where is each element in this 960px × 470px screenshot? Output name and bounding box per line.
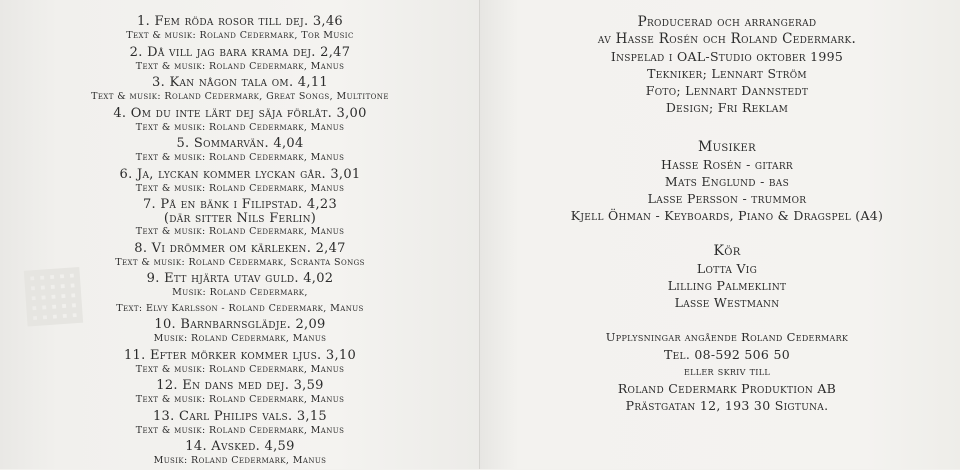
production-line: Tekniker; Lennart Ström	[647, 66, 807, 81]
track-title: 10. Barnbarnsglädje. 2,09	[154, 317, 326, 332]
tracklist	[12, 14, 468, 470]
production-details	[494, 48, 960, 116]
musiker-line: Hasse Rosén - gitarr	[661, 157, 793, 172]
track-item	[12, 106, 468, 136]
track-item	[12, 167, 468, 197]
track-title: 13. Carl Philips vals. 3,15	[152, 408, 327, 424]
track-credit: Text & musik: Roland Cedermark, Scranta Songs	[115, 256, 365, 268]
contact-line: Upplysningar angående Roland Cedermark	[605, 330, 849, 344]
contact-company: Roland Cedermark Produktion AB	[617, 381, 837, 396]
musiker-line: Lasse Persson - trummor	[647, 191, 807, 206]
track-title: 8. Vi drömmer om kärleken. 2,47	[134, 240, 346, 256]
track-item	[12, 317, 468, 347]
track-title: 14. Avsked. 4,59	[185, 439, 295, 454]
track-credit: Musik: Roland Cedermark,	[172, 287, 308, 298]
production-heading-line: Producerad och arrangerad	[637, 14, 817, 30]
contact-section	[494, 329, 960, 414]
track-item	[12, 14, 468, 44]
track-item	[12, 136, 468, 166]
track-credit: Text & musik: Roland Cedermark, Manus	[135, 394, 345, 405]
track-credit: Text & musik: Roland Cedermark, Manus	[135, 363, 345, 375]
track-credit: Text: Elvy Karlsson - Roland Cedermark, Manus	[116, 302, 364, 314]
track-credit: Text & musik: Roland Cedermark, Manus	[135, 226, 345, 237]
track-credit: Text & musik: Roland Cedermark, Manus	[135, 152, 345, 163]
left-page	[0, 0, 480, 469]
track-title: 2. Då vill jag bara krama dej. 2,47	[129, 44, 351, 60]
track-title: 5. Sommarvän. 4,04	[176, 136, 304, 151]
musiker-line: Mats Englund - bas	[664, 174, 790, 189]
track-credit: Text & musik: Roland Cedermark, Great Songs, Multitone	[91, 91, 389, 102]
track-title: 1. Fem röda rosor till dej. 3,46	[137, 14, 343, 29]
track-credit: Text & musik: Roland Cedermark, Tor Music	[126, 30, 354, 41]
track-credit: Musik: Roland Cedermark, Manus	[153, 333, 327, 344]
right-page	[480, 0, 960, 469]
track-title: 4. Om du inte lärt dej säja förlåt. 3,00	[113, 105, 367, 121]
kor-line: Lasse Westmann	[674, 295, 780, 310]
track-title: 11. Efter mörker kommer ljus. 3,10	[123, 347, 357, 363]
track-item	[12, 45, 468, 75]
track-title: 6. Ja, lyckan kommer lyckan går. 3,01	[119, 166, 361, 182]
kor-line: Lilling Palmeklint	[667, 278, 787, 293]
musiker-line: Kjell Öhman - Keyboards, Piano & Dragspel (A4)	[570, 208, 884, 223]
track-item	[12, 439, 468, 469]
track-subtitle: (där sitter Nils Ferlin)	[163, 211, 317, 226]
background-watermark: ▦	[17, 249, 89, 333]
musiker-title: Musiker	[698, 139, 756, 155]
track-credit: Text & musik: Roland Cedermark, Manus	[135, 121, 345, 133]
track-credit: Musik: Roland Cedermark, Manus	[153, 455, 327, 466]
track-item	[12, 75, 468, 105]
contact-phone: Tel. 08-592 506 50	[664, 347, 790, 362]
track-title: 12. En dans med dej. 3,59	[156, 378, 324, 393]
track-title: 9. Ett hjärta utav guld. 4,02	[146, 271, 334, 286]
track-item	[12, 348, 468, 378]
track-credit: Text & musik: Roland Cedermark, Manus	[135, 60, 345, 72]
musiker-section	[494, 138, 960, 224]
production-line: Inspelad i OAL-Studio oktober 1995	[610, 49, 844, 64]
production-heading	[494, 14, 960, 48]
track-title: 3. Kan någon tala om. 4,11	[152, 75, 328, 90]
track-item	[12, 409, 468, 439]
track-item	[12, 271, 468, 316]
track-title: 7. På en bänk i Filipstad. 4,23	[142, 197, 338, 212]
track-item	[12, 378, 468, 408]
production-line: Design; Fri Reklam	[665, 100, 789, 115]
kor-line: Lotta Vig	[696, 261, 758, 276]
track-item	[12, 241, 468, 271]
kor-title: Kör	[713, 243, 741, 259]
credits-column	[494, 14, 960, 414]
track-item	[12, 197, 468, 240]
track-credit: Text & musik: Roland Cedermark, Manus	[135, 182, 345, 194]
contact-address: Prästgatan 12, 193 30 Sigtuna.	[625, 398, 829, 413]
production-line: Foto; Lennart Dannstedt	[645, 83, 809, 98]
contact-line: eller skriv till	[684, 364, 770, 378]
track-credit: Text & musik: Roland Cedermark, Manus	[135, 424, 345, 436]
kor-section	[494, 242, 960, 311]
production-heading-line: av Hasse Rosén och Roland Cedermark.	[597, 31, 857, 47]
